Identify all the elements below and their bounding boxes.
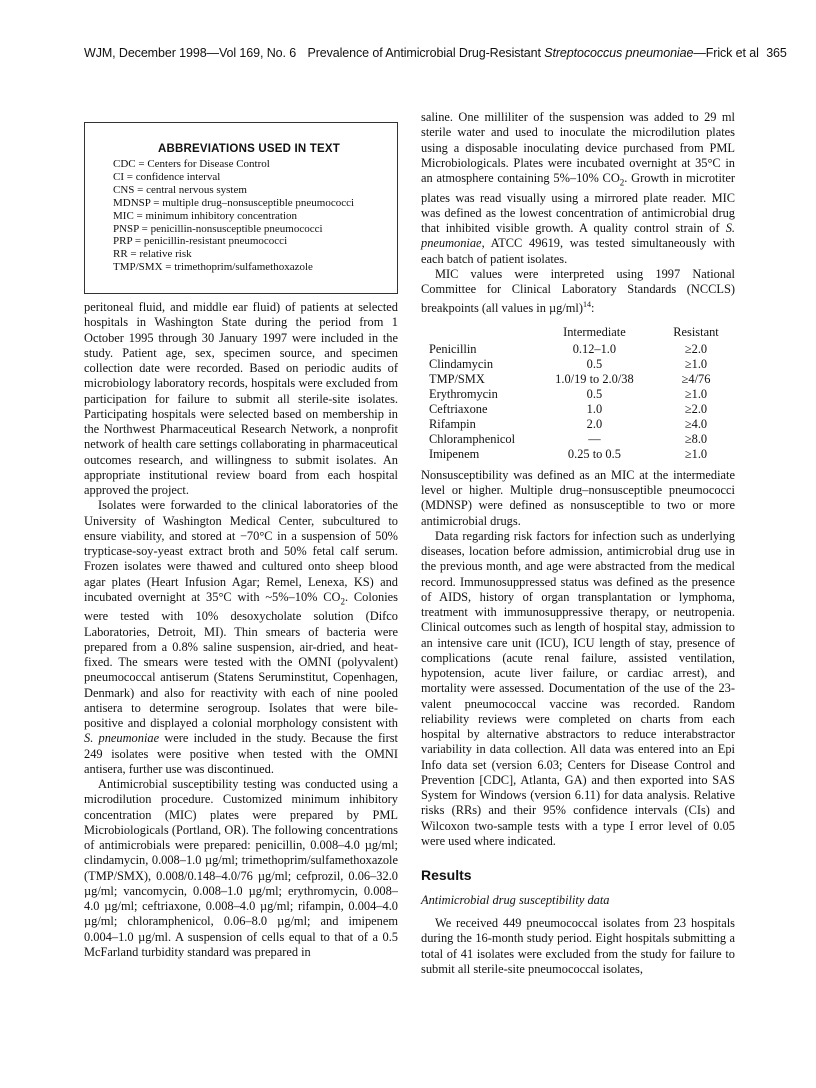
running-header bbox=[84, 46, 787, 60]
intermediate-cell: 2.0 bbox=[586, 416, 603, 431]
intermediate-cell: 1.0/19 to 2.0/38 bbox=[555, 371, 634, 386]
abbreviation-item: PNSP = penicillin-nonsusceptible pneumococci bbox=[113, 222, 323, 235]
table-row bbox=[429, 447, 735, 462]
drug-cell: TMP/SMX bbox=[429, 371, 485, 386]
paragraph-risk-factors: Data regarding risk factors for infection such as underlying diseases, location before admission, antimicrobial drug use in the previous month, and age were abstracted from the medical record. Immunosuppressed status was defined as the presence of AIDS, history of organ transplantation or lymphoma, treatment with immunosuppressive therapy, or neutropenia. Clinical outcomes such as length of hospital stay, admission to an intensive care unit (ICU), ICU length of stay, presence of complications (acute renal failure, assisted ventilation, hypotension, acute liver failure, or cardiac arrest), and mortality were assessed. Documentation of the use of the 23-valent pneumococcal vaccine was recorded. Random reliability reviews were completed on charts from each hospital by alternative abstractors to reduce interabstractor variability in data collection. All data was entered into an Epi Info data set (version 6.03; Centers for Disease Control and Prevention [CDC], Atlanta, GA) and then exported into SAS System for Windows (version 6.11) for data analysis. Relative risks (RRs) and their 95% confidence intervals (CIs) and Wilcoxon two-sample tests with a type I error level of 0.05 were used where indicated. bbox=[421, 528, 735, 848]
resistant-cell: ≥1.0 bbox=[684, 386, 708, 401]
resistant-cell: ≥1.0 bbox=[684, 356, 708, 371]
resistant-cell: ≥2.0 bbox=[684, 401, 708, 416]
abbreviation-item: MDNSP = multiple drug–nonsusceptible pneumococci bbox=[113, 196, 355, 209]
table-row bbox=[429, 402, 735, 417]
paragraph-nonsusceptibility: Nonsusceptibility was defined as an MIC at the intermediate level or higher. Multiple drug–nonsusceptible pneumococci (MDNSP) were defined as nonsusceptible to two or more antimicrobial drugs. bbox=[421, 467, 735, 528]
table-row bbox=[429, 342, 735, 357]
paragraph-study-population: peritoneal fluid, and middle ear fluid) of patients at selected hospitals in Washington State during the period from 1 October 1995 through 30 January 1997 were included in the study. Patient age, sex, specimen source, and specimen collection date were recorded. Based on periodic audits of microbiology laboratory records, hospitals were excluded from participation for failure to submit all sterile-site isolates. Participating hospitals were selected based on membership in the Northwest Pharmaceutical Research Network, a nonprofit network of health care settings collaborating in pharmaceutical outcomes research, and willingness to submit isolates. An appropriate institutional review board from each hospital approved the project. bbox=[84, 300, 398, 497]
abbreviation-item: CI = confidence interval bbox=[113, 170, 221, 183]
table-header-row bbox=[429, 325, 735, 342]
table-row bbox=[429, 387, 735, 402]
subsection-heading: Antimicrobial drug susceptibility data bbox=[421, 893, 610, 908]
table-row bbox=[429, 432, 735, 447]
page-number: 365 bbox=[766, 46, 787, 60]
drug-cell: Erythromycin bbox=[429, 386, 498, 401]
article-title: Prevalence of Antimicrobial Drug-Resistant Streptococcus pneumoniae—Frick et al bbox=[307, 46, 759, 60]
abbreviations-title: ABBREVIATIONS USED IN TEXT bbox=[158, 143, 340, 155]
paragraph-isolate-processing: Isolates were forwarded to the clinical laboratories of the University of Washington Medical Center, subcultured to ensure viability, and stored at −70°C in a suspension of 50% trypticase-soy-yeast extract broth and 50% fetal calf serum. Frozen isolates were thawed and cultured onto sheep blood agar plates (Heart Infusion Agar; Remel, Lenexa, KS) and incubated overnight at 35°C with ~5%–10% $CO_2$. Colonies were tested with 10% desoxycholate solution (Difco Laboratories, Detroit, MI). Thin smears of bacteria were prepared from a 0.8% saline suspension, air-dried, and heat-fixed. The smears were tested with the OMNI (polyvalent) pneumococcal antiserum (Statens Seruminstitut, Copenhagen, Denmark) and also for reactivity with each of nine pooled antisera to determine serogroup. Isolates that were bile-positive and displayed a colonial morphology consistent with S. pneumoniae were included in the study. Because the first 249 isolates were positive when tested with the OMNI antisera, further use was discontinued. bbox=[84, 498, 398, 776]
resistant-cell: ≥4/76 bbox=[681, 371, 711, 386]
journal-citation: WJM, December 1998—Vol 169, No. 6 bbox=[84, 46, 297, 60]
intermediate-cell: 0.5 bbox=[586, 386, 603, 401]
table-header-cell: Intermediate bbox=[563, 324, 626, 339]
intermediate-cell: 0.5 bbox=[586, 356, 603, 371]
drug-cell: Chloramphenicol bbox=[429, 431, 516, 446]
resistant-cell: ≥2.0 bbox=[684, 341, 708, 356]
drug-cell: Rifampin bbox=[429, 416, 476, 431]
right-column bbox=[421, 110, 735, 977]
intermediate-cell: 0.12–1.0 bbox=[572, 341, 617, 356]
abbreviation-item: MIC = minimum inhibitory concentration bbox=[113, 209, 298, 222]
paragraph-results: We received 449 pneumococcal isolates from 23 hospitals during the 16-month study period. Eight hospitals submitting a total of 41 isolates were excluded from the study for failure to submit all sterile-site pneumococcal isolates, bbox=[421, 916, 735, 976]
paragraph-breakpoints: MIC values were interpreted using 1997 National Committee for Clinical Laboratory Standards (NCCLS) breakpoints (all values in µg/ml)$^{14}$: bbox=[421, 266, 735, 316]
table-header-cell: Resistant bbox=[673, 324, 719, 339]
table-row bbox=[429, 417, 735, 432]
left-column bbox=[84, 110, 398, 960]
mic-breakpoint-table bbox=[429, 325, 735, 462]
abbreviation-item: CNS = central nervous system bbox=[113, 183, 247, 196]
resistant-cell: ≥4.0 bbox=[684, 416, 708, 431]
intermediate-cell: — bbox=[588, 431, 601, 446]
drug-cell: Imipenem bbox=[429, 446, 480, 461]
drug-cell: Penicillin bbox=[429, 341, 477, 356]
abbreviation-item: RR = relative risk bbox=[113, 248, 192, 261]
resistant-cell: ≥1.0 bbox=[684, 446, 708, 461]
abbreviation-item: TMP/SMX = trimethoprim/sulfamethoxazole bbox=[113, 261, 313, 274]
abbreviation-item: PRP = penicillin-resistant pneumococci bbox=[113, 235, 288, 248]
results-heading: Results bbox=[421, 867, 472, 884]
drug-cell: Ceftriaxone bbox=[429, 401, 488, 416]
table-header-cell bbox=[429, 325, 532, 342]
intermediate-cell: 0.25 to 0.5 bbox=[567, 446, 621, 461]
paragraph-inoculation: saline. One milliliter of the suspension was added to 29 ml sterile water and used to inoculate the microdilution plates using a disposable inoculating device purchased from PML Microbiologicals. Plates were incubated overnight at 35°C in an atmosphere containing 5%–10% $CO_2$. Growth in microtiter plates was read visually using a mirrored plate reader. MIC was defined as the lowest concentration of antimicrobial drug that inhibited visible growth. A quality control strain of S. pneumoniae, ATCC 49619, was tested simultaneously with each batch of patient isolates. bbox=[421, 110, 735, 266]
resistant-cell: ≥8.0 bbox=[684, 431, 708, 446]
intermediate-cell: 1.0 bbox=[586, 401, 603, 416]
table-row bbox=[429, 357, 735, 372]
abbreviations-box bbox=[84, 122, 398, 294]
drug-cell: Clindamycin bbox=[429, 356, 494, 371]
paragraph-susceptibility-testing: Antimicrobial susceptibility testing was conducted using a microdilution procedure. Customized minimum inhibitory concentration (MIC) plates were prepared by PML Microbiologicals (Portland, OR). The following concentrations of antimicrobials were prepared: penicillin, 0.008–4.0 µg/ml; clindamycin, 0.008–1.0 µg/ml; trimethoprim/sulfamethoxazole (TMP/SMX), 0.008/0.148–4.0/76 µg/ml; cefprozil, 0.06–32.0 µg/ml; vancomycin, 0.008–1.0 µg/ml; erythromycin, 0.008–4.0 µg/ml; ceftriaxone, 0.008–4.0 µg/ml; rifampin, 0.004–4.0 µg/ml; chloramphenicol, 0.06–8.0 µg/ml; and imipenem 0.004–1.0 µg/ml. A suspension of cells equal to that of a 0.5 McFarland turbidity standard was prepared in bbox=[84, 777, 398, 959]
table-row bbox=[429, 372, 735, 387]
abbreviation-item: CDC = Centers for Disease Control bbox=[113, 158, 270, 170]
